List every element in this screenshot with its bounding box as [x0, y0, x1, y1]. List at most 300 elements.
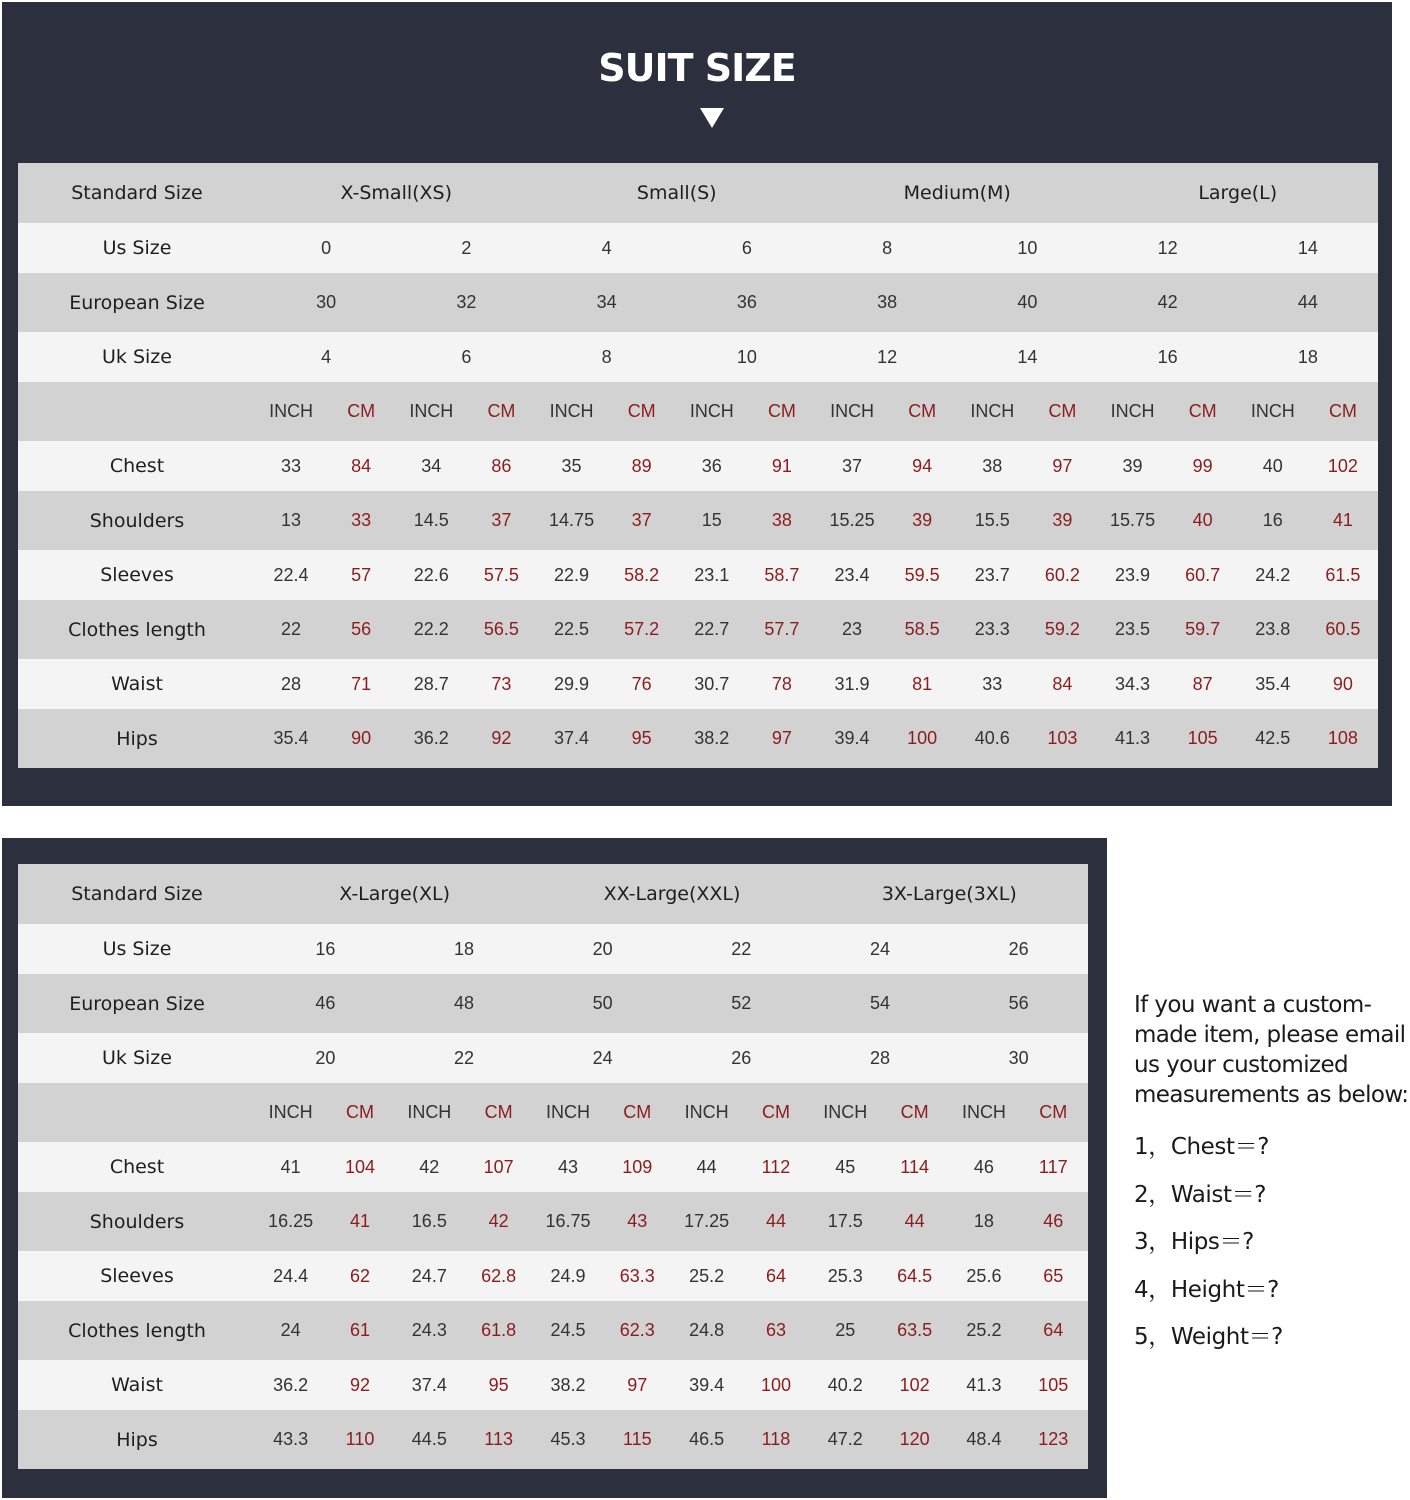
table-row-hips: [18, 709, 1378, 768]
row-label-sleeves: Sleeves: [100, 1265, 174, 1287]
value-inch: 34: [421, 455, 442, 476]
size-value: 34: [596, 292, 617, 312]
value-cm: 117: [1038, 1156, 1068, 1177]
value-inch: 38.2: [550, 1374, 586, 1395]
value-inch: 37.4: [411, 1374, 447, 1395]
value-inch: 44: [696, 1156, 717, 1177]
value-cm: 64: [765, 1265, 786, 1286]
value-inch: 15.25: [829, 510, 875, 530]
value-cm: 71: [351, 673, 372, 694]
size-value: 38: [877, 292, 898, 312]
value-cm: 41: [349, 1211, 370, 1231]
unit-label-inch: INCH: [268, 1102, 313, 1122]
value-cm: 63.3: [619, 1265, 655, 1286]
size-value: 52: [731, 993, 752, 1013]
down-arrow-icon: [700, 108, 724, 128]
value-inch: 22: [281, 619, 302, 639]
value-inch: 24.5: [550, 1320, 586, 1340]
value-inch: 28.7: [413, 673, 449, 694]
unit-label-inch: INCH: [407, 1102, 452, 1122]
value-cm: 113: [484, 1429, 513, 1449]
table-row-sleeves: [18, 550, 1378, 600]
size-table-top: [18, 163, 1378, 768]
value-inch: 38: [982, 455, 1003, 476]
value-inch: 45: [835, 1156, 856, 1177]
value-inch: 25: [835, 1320, 856, 1340]
value-inch: 22.9: [554, 564, 590, 585]
value-inch: 43: [557, 1156, 578, 1177]
row-label-eu: European Size: [69, 291, 205, 314]
value-inch: 15.5: [974, 510, 1010, 530]
size-value: 46: [315, 993, 336, 1013]
measurement-list: [1134, 1124, 1410, 1362]
value-cm: 39: [912, 510, 933, 530]
row-cells-chest: [256, 1157, 1088, 1178]
row-label-waist: Waist: [111, 1374, 163, 1396]
table-row-units: [18, 382, 1378, 441]
value-cm: 104: [344, 1156, 376, 1177]
value-inch: 46: [973, 1156, 994, 1177]
measurement-item-weight: 5，Weight＝?: [1134, 1324, 1283, 1350]
value-cm: 108: [1327, 728, 1358, 748]
value-cm: 118: [761, 1429, 791, 1449]
value-cm: 57.5: [483, 564, 519, 585]
value-inch: 23.1: [694, 564, 730, 585]
unit-label-cm: CM: [1188, 401, 1217, 421]
row-label-length: Clothes length: [68, 1319, 206, 1342]
size-value: 6: [741, 237, 752, 258]
unit-label-cm: CM: [484, 1102, 513, 1122]
row-label-us: Us Size: [102, 938, 172, 960]
value-cm: 37: [631, 510, 652, 530]
value-inch: 38.2: [694, 728, 730, 748]
value-cm: 120: [899, 1429, 930, 1449]
row-label-chest: Chest: [109, 1156, 165, 1178]
value-inch: 16.25: [268, 1211, 314, 1231]
table-row-us: [18, 924, 1088, 974]
custom-order-intro: If you want a custom-made item, please email us your customized measurements as below:: [1134, 992, 1409, 1108]
value-inch: 25.3: [827, 1265, 863, 1286]
value-inch: 35: [561, 455, 582, 476]
size-value: 54: [869, 993, 890, 1013]
table-row-waist: [18, 1360, 1088, 1410]
table-row-shoulders: [18, 491, 1378, 550]
row-cells-us: [256, 939, 1088, 960]
size-value: 24: [592, 1047, 613, 1068]
size-value: 12: [877, 346, 898, 367]
value-inch: 24: [280, 1320, 301, 1340]
size-value: 28: [869, 1047, 890, 1068]
value-inch: 40.6: [974, 728, 1010, 748]
size-value: 30: [316, 292, 337, 312]
size-value: 32: [456, 292, 477, 312]
value-inch: 16.75: [545, 1211, 591, 1231]
value-cm: 84: [351, 455, 372, 476]
size-value: 4: [601, 237, 612, 258]
value-cm: 56: [351, 619, 372, 639]
value-inch: 37.4: [554, 728, 590, 748]
value-cm: 92: [491, 728, 512, 748]
row-cells-units: [256, 1102, 1088, 1123]
size-value: 16: [1157, 346, 1178, 367]
value-cm: 60.5: [1325, 619, 1361, 639]
value-cm: 56.5: [483, 619, 519, 639]
row-label-length: Clothes length: [68, 618, 206, 641]
value-cm: 102: [1327, 455, 1358, 476]
size-value: 14: [1297, 237, 1318, 258]
value-cm: 97: [627, 1374, 648, 1395]
row-cells-length: [256, 619, 1378, 640]
size-group-header: 3X-Large(3XL): [881, 883, 1017, 905]
unit-label-inch: INCH: [970, 401, 1015, 421]
unit-label-cm: CM: [1039, 1102, 1068, 1122]
value-cm: 78: [771, 673, 792, 694]
unit-label-inch: INCH: [961, 1102, 1006, 1122]
value-inch: 30.7: [694, 673, 730, 694]
unit-label-inch: INCH: [1250, 401, 1295, 421]
value-cm: 114: [900, 1156, 929, 1177]
value-inch: 23.3: [974, 619, 1010, 639]
table-row-sleeves: [18, 1251, 1088, 1301]
value-cm: 64.5: [897, 1265, 933, 1286]
unit-label-cm: CM: [908, 401, 937, 421]
row-label-shoulders: Shoulders: [89, 1210, 185, 1233]
value-cm: 57.2: [624, 619, 660, 639]
value-inch: 35.4: [1255, 673, 1291, 694]
value-cm: 103: [1047, 728, 1078, 748]
row-cells-eu: [256, 292, 1378, 313]
size-value: 26: [1008, 938, 1029, 959]
value-inch: 18: [973, 1211, 994, 1231]
value-cm: 123: [1038, 1429, 1069, 1449]
table-row-length: [18, 600, 1378, 659]
value-cm: 61: [349, 1320, 370, 1340]
table-row-chest: [18, 1142, 1088, 1192]
value-cm: 63: [765, 1320, 786, 1340]
size-group-header: Medium(M): [903, 182, 1011, 204]
row-cells-shoulders: [256, 510, 1378, 531]
value-inch: 24.2: [1255, 564, 1291, 585]
size-value: 56: [1008, 993, 1029, 1013]
unit-label-inch: INCH: [269, 401, 314, 421]
value-cm: 100: [760, 1374, 791, 1395]
table-row-units: [18, 1083, 1088, 1142]
value-inch: 31.9: [834, 673, 870, 694]
row-label-hips: Hips: [116, 727, 158, 750]
value-inch: 25.6: [966, 1265, 1002, 1286]
value-cm: 105: [1038, 1374, 1069, 1395]
value-inch: 34.3: [1115, 673, 1151, 694]
value-cm: 109: [622, 1156, 653, 1177]
row-cells-sleeves: [256, 1266, 1088, 1287]
row-cells-standard: [256, 883, 1088, 905]
size-value: 50: [592, 993, 613, 1013]
size-value: 20: [315, 1047, 336, 1068]
row-label-uk: Uk Size: [102, 1047, 172, 1069]
row-label-waist: Waist: [111, 673, 163, 695]
value-cm: 58.7: [764, 564, 800, 585]
row-cells-sleeves: [256, 565, 1378, 586]
row-cells-hips: [256, 728, 1378, 749]
value-cm: 100: [907, 728, 938, 748]
value-inch: 22.7: [694, 619, 730, 639]
unit-label-inch: INCH: [830, 401, 875, 421]
size-value: 26: [731, 1047, 752, 1068]
size-value: 2: [461, 237, 472, 258]
size-value: 18: [453, 938, 474, 959]
value-inch: 36.2: [413, 728, 449, 748]
value-inch: 39.4: [689, 1374, 725, 1395]
value-inch: 28: [281, 673, 302, 694]
unit-label-cm: CM: [623, 1102, 652, 1122]
value-inch: 36.2: [273, 1374, 309, 1395]
value-cm: 40: [1192, 510, 1213, 530]
value-inch: 14.5: [413, 510, 449, 530]
value-inch: 24.3: [411, 1320, 447, 1340]
row-cells-waist: [256, 1375, 1088, 1396]
row-label-shoulders: Shoulders: [89, 509, 185, 532]
unit-label-inch: INCH: [689, 401, 734, 421]
value-inch: 37: [842, 455, 863, 476]
value-cm: 44: [904, 1211, 925, 1231]
value-cm: 95: [631, 728, 652, 748]
value-cm: 99: [1192, 455, 1213, 476]
value-cm: 62: [349, 1265, 370, 1286]
unit-label-cm: CM: [627, 401, 656, 421]
unit-label-cm: CM: [1328, 401, 1357, 421]
value-cm: 58.5: [904, 619, 940, 639]
table-row-shoulders: [18, 1192, 1088, 1251]
value-inch: 22.5: [554, 619, 590, 639]
row-cells-uk: [256, 347, 1378, 368]
value-inch: 46.5: [689, 1429, 725, 1449]
value-inch: 15: [701, 510, 722, 530]
size-value: 4: [321, 346, 332, 367]
size-value: 8: [882, 237, 893, 258]
measurement-item-height: 4，Height＝?: [1134, 1276, 1279, 1303]
value-inch: 39.4: [834, 728, 870, 748]
value-cm: 94: [912, 455, 933, 476]
value-cm: 97: [771, 728, 792, 748]
unit-label-inch: INCH: [1110, 401, 1155, 421]
table-row-eu: [18, 273, 1378, 332]
value-cm: 38: [771, 510, 792, 530]
value-cm: 91: [771, 455, 792, 476]
size-value: 48: [453, 993, 474, 1013]
row-cells-uk: [256, 1048, 1088, 1069]
unit-label-inch: INCH: [545, 1102, 590, 1122]
size-table-bottom: [18, 864, 1088, 1469]
value-cm: 107: [483, 1156, 514, 1177]
size-value: 36: [736, 292, 757, 312]
size-group-header: X-Large(XL): [339, 883, 451, 905]
value-cm: 60.7: [1185, 564, 1221, 585]
page-title: SUIT SIZE: [598, 46, 796, 90]
size-value: 30: [1008, 1047, 1029, 1068]
size-group-header: X-Small(XS): [340, 182, 453, 204]
table-row-uk: [18, 1033, 1088, 1083]
value-inch: 33: [281, 455, 302, 476]
value-cm: 81: [912, 673, 933, 694]
value-cm: 39: [1052, 510, 1073, 530]
row-cells-waist: [256, 674, 1378, 695]
table-row-waist: [18, 659, 1378, 709]
unit-label-cm: CM: [900, 1102, 929, 1122]
value-inch: 41.3: [1115, 728, 1151, 748]
row-label-standard: Standard Size: [71, 883, 203, 905]
value-inch: 14.75: [549, 510, 595, 530]
unit-label-cm: CM: [761, 1102, 790, 1122]
value-cm: 63.5: [897, 1320, 933, 1340]
value-inch: 24.9: [550, 1265, 586, 1286]
value-inch: 43.3: [273, 1429, 309, 1449]
value-cm: 59.7: [1185, 619, 1221, 639]
row-cells-standard: [256, 182, 1378, 204]
value-cm: 65: [1043, 1265, 1064, 1286]
table-row-standard: [18, 163, 1378, 223]
value-inch: 24.4: [273, 1265, 309, 1286]
table-row-hips: [18, 1410, 1088, 1469]
row-label-uk: Uk Size: [102, 346, 172, 368]
value-cm: 92: [349, 1374, 370, 1395]
value-cm: 61.8: [481, 1320, 517, 1340]
row-label-eu: European Size: [69, 992, 205, 1015]
value-cm: 59.2: [1044, 619, 1080, 639]
unit-label-inch: INCH: [549, 401, 594, 421]
value-inch: 23: [842, 619, 863, 639]
value-cm: 33: [351, 510, 372, 530]
row-cells-length: [256, 1320, 1088, 1341]
value-inch: 24.8: [689, 1320, 725, 1340]
size-value: 40: [1017, 292, 1038, 312]
value-cm: 86: [491, 455, 512, 476]
value-cm: 60.2: [1044, 564, 1080, 585]
unit-label-inch: INCH: [684, 1102, 729, 1122]
unit-label-inch: INCH: [409, 401, 454, 421]
value-cm: 90: [351, 728, 372, 748]
measurement-item-hips: 3，Hips＝?: [1134, 1229, 1254, 1255]
size-value: 44: [1297, 292, 1318, 312]
row-label-us: Us Size: [102, 237, 172, 259]
measurement-item-chest: 1，Chest＝?: [1134, 1134, 1270, 1160]
value-cm: 112: [761, 1156, 791, 1177]
size-value: 18: [1297, 346, 1318, 367]
value-inch: 23.4: [834, 564, 870, 585]
value-cm: 37: [491, 510, 512, 530]
measurement-item-waist: 2，Waist＝?: [1134, 1181, 1266, 1208]
table-row-chest: [18, 441, 1378, 491]
value-inch: 47.2: [827, 1429, 863, 1449]
value-inch: 17.5: [827, 1211, 863, 1231]
size-value: 12: [1157, 237, 1178, 258]
unit-label-cm: CM: [487, 401, 516, 421]
value-cm: 58.2: [624, 564, 660, 585]
custom-order-note: [1134, 990, 1410, 1362]
value-cm: 64: [1043, 1320, 1064, 1340]
value-inch: 25.2: [966, 1320, 1002, 1340]
value-cm: 87: [1192, 673, 1213, 694]
value-inch: 33: [982, 673, 1003, 694]
value-cm: 97: [1052, 455, 1073, 476]
value-cm: 62.8: [481, 1265, 517, 1286]
value-inch: 35.4: [273, 728, 309, 748]
value-cm: 95: [488, 1374, 509, 1395]
row-cells-hips: [256, 1429, 1088, 1450]
size-value: 14: [1017, 346, 1038, 367]
size-value: 10: [736, 346, 757, 367]
value-inch: 48.4: [966, 1429, 1002, 1449]
value-cm: 57.7: [764, 619, 800, 639]
value-cm: 76: [631, 673, 652, 694]
value-inch: 16.5: [411, 1211, 447, 1231]
table-row-eu: [18, 974, 1088, 1033]
value-cm: 90: [1332, 673, 1353, 694]
value-inch: 29.9: [554, 673, 590, 694]
value-inch: 45.3: [550, 1429, 586, 1449]
size-value: 42: [1157, 292, 1178, 312]
value-inch: 23.7: [974, 564, 1010, 585]
value-cm: 61.5: [1325, 564, 1361, 585]
value-inch: 22.4: [273, 564, 309, 585]
size-value: 22: [731, 938, 752, 959]
value-inch: 40: [1262, 455, 1283, 476]
value-cm: 62.3: [619, 1320, 655, 1340]
table-row-uk: [18, 332, 1378, 382]
value-inch: 40.2: [827, 1374, 863, 1395]
size-group-header: Large(L): [1198, 182, 1278, 204]
size-value: 10: [1017, 237, 1038, 258]
row-label-hips: Hips: [116, 1428, 158, 1451]
value-cm: 89: [631, 455, 652, 476]
value-inch: 23.8: [1255, 619, 1291, 639]
value-inch: 22.6: [413, 564, 449, 585]
row-cells-units: [256, 401, 1378, 422]
value-cm: 102: [899, 1374, 930, 1395]
row-cells-us: [256, 238, 1378, 259]
value-inch: 42: [419, 1156, 440, 1177]
value-cm: 115: [622, 1429, 652, 1449]
unit-label-cm: CM: [347, 401, 376, 421]
value-cm: 46: [1043, 1211, 1064, 1231]
value-inch: 41: [280, 1156, 301, 1177]
value-cm: 110: [345, 1429, 375, 1449]
value-inch: 39: [1122, 455, 1143, 476]
value-cm: 59.5: [904, 564, 940, 585]
row-label-standard: Standard Size: [71, 182, 203, 204]
table-row-length: [18, 1301, 1088, 1360]
value-inch: 42.5: [1255, 728, 1291, 748]
size-value: 24: [869, 938, 890, 959]
value-cm: 57: [351, 564, 372, 585]
value-cm: 84: [1052, 673, 1073, 694]
table-row-us: [18, 223, 1378, 273]
size-value: 6: [461, 346, 472, 367]
unit-label-cm: CM: [767, 401, 796, 421]
value-inch: 13: [281, 510, 302, 530]
value-cm: 44: [765, 1211, 786, 1231]
value-cm: 73: [491, 673, 512, 694]
value-cm: 43: [627, 1211, 648, 1231]
value-cm: 41: [1332, 510, 1353, 530]
value-inch: 16: [1262, 510, 1283, 530]
value-inch: 22.2: [413, 619, 449, 639]
row-cells-chest: [256, 456, 1378, 477]
size-value: 8: [601, 346, 612, 367]
value-inch: 17.25: [684, 1211, 730, 1231]
value-cm: 105: [1187, 728, 1218, 748]
size-value: 16: [315, 938, 336, 959]
value-inch: 23.9: [1115, 564, 1151, 585]
